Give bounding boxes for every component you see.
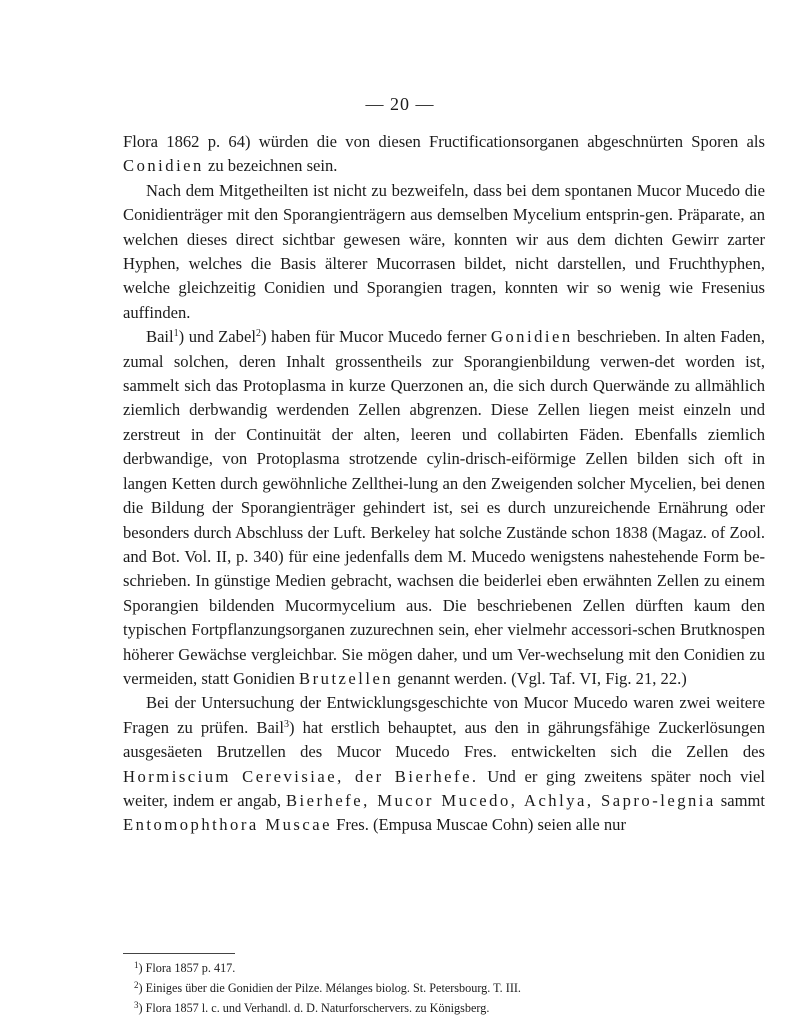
footnote-ref-3: 3: [284, 718, 290, 730]
term-brutzellen: Brutzellen: [299, 668, 394, 688]
footnote-3-text: ) Flora 1857 l. c. und Verhandl. d. D. Naturforschervers. zu Königsberg.: [138, 1001, 490, 1015]
paragraph-1: [123, 130, 765, 179]
paragraph-1-text: Flora 1862 p. 64) würden die von diesen Fructificationsorganen abgeschnürten Sporen als: [123, 132, 765, 151]
paragraph-3-end: genannt werden. (Vgl. Taf. VI, Fig. 21, 22.): [393, 668, 687, 688]
footnote-ref-1: 1: [173, 328, 179, 340]
footnote-3-mark: 3: [134, 1000, 139, 1010]
footnote-2-mark: 2: [134, 980, 139, 990]
footnote-1-mark: 1: [134, 960, 139, 970]
footnote-2: [134, 977, 754, 997]
footnote-1-text: ) Flora 1857 p. 417.: [138, 961, 236, 975]
footnote-ref-2: 2: [255, 328, 261, 340]
paragraph-3-text-2: ) haben für Mucor Mucedo ferner: [260, 327, 491, 347]
body-text: [123, 130, 765, 838]
term-gonidien: Gonidien: [490, 327, 573, 347]
paragraph-1-end: zu bezeichnen sein.: [203, 156, 338, 176]
paragraph-4-text-3: Und er ging zweitens später noch viel weiter, indem er angab,: [123, 766, 766, 810]
term-conidien: Conidien: [123, 156, 204, 176]
paragraph-4: [123, 691, 765, 837]
term-organisms: Bierhefe, Mucor Mucedo, Achlya, Sapro-legnia: [285, 790, 716, 810]
term-entomophthora: Entomophthora Muscae: [123, 815, 332, 835]
page-number: — 20 —: [365, 94, 435, 114]
term-hormiscium: Hormiscium Cerevisiae, der Bierhefe.: [123, 766, 479, 786]
paragraph-3: [123, 325, 765, 691]
author-bail: Bail: [146, 327, 174, 347]
paragraph-4-end: Fres. (Empusa Muscae Cohn) seien alle nur: [332, 815, 627, 835]
paragraph-3-text-3: beschrieben. In alten Faden, zumal solchen, deren Inhalt grossentheils zur Sporangienbildung verwen-det worden ist, sammelt sich das Protoplasma in kurze Querzonen an, die sich durch Querwände zu allmählich ziemlich derbwandig werdenden Zellen abgrenzen. Diese Zellen liegen meist einzeln und zerstreut in der Continuität der alten, leeren und collabirten Fäden. Ebenfalls ziemlich derbwandige, von Protoplasma strotzende cylin-drisch-eiförmige Zellen bilden sich oft in langen Ketten durch gewöhnliche Zellthei-lung an den Zweigenden solcher Mycelien, bei denen die Bildung der Sporangienträger gehindert ist, sei es durch unzureichende Ernährung oder besonders durch Abschluss der Luft. Berkeley hat solche Zustände schon 1838 (Magaz. of Zool. and Bot. Vol. II, p. 340) für eine jedenfalls dem M. Mucedo wenigstens nahestehende Form be-schrieben. In günstige Medien gebracht, wachsen die beiderlei eben erwähnten Zellen zu einem Sporangien bildenden Mucormycelium aus. Die beschriebenen Zellen dürften kaum den typischen Fortpflanzungsorganen zuzurechnen sein, eher vielmehr accessori-schen Brutknospen höherer Gewächse vergleichbar. Sie mögen daher, und um Ver-wechselung mit den Conidien zu vermeiden, statt Gonidien: [123, 327, 765, 688]
paragraph-2: Nach dem Mitgetheilten ist nicht zu bezweifeln, dass bei dem spontanen Mucor Mucedo die Conidienträger mit den Sporangienträgern aus demselben Mycelium entsprin-gen. Präparate, an welchen dieses direct sichtbar gewesen wäre, konnten wir aus dem dichten Gewirr zarter Hyphen, welches die Basis älterer Mucorrasen bildet, nicht darstellen, und Fruchthyphen, welche gleichzeitig Conidien und Sporangien tragen, konnten wir so wenig wie Fresenius auffinden.: [123, 180, 765, 322]
paragraph-4-text-2: ) hat erstlich behauptet, aus den in gährungsfähige Zuckerlösungen ausgesäeten Brutzellen des Mucor Mucedo Fres. entwickelten sich die Zellen des: [123, 717, 765, 762]
footnote-3: [134, 997, 754, 1017]
paragraph-3-text-1: ) und Zabel: [178, 327, 256, 347]
footnote-2-text: ) Einiges über die Gonidien der Pilze. Mélanges biolog. St. Petersbourg. T. III.: [138, 981, 521, 995]
paragraph-4-text-1: Bei der Untersuchung der Entwicklungsgeschichte von Mucor Mucedo waren zwei weitere Fragen zu prüfen. Bail: [123, 693, 765, 737]
footnotes: [134, 957, 754, 1017]
paragraph-4-text-4: sammt: [715, 790, 765, 810]
footnote-divider: [123, 953, 235, 954]
footnote-1: [134, 957, 754, 977]
